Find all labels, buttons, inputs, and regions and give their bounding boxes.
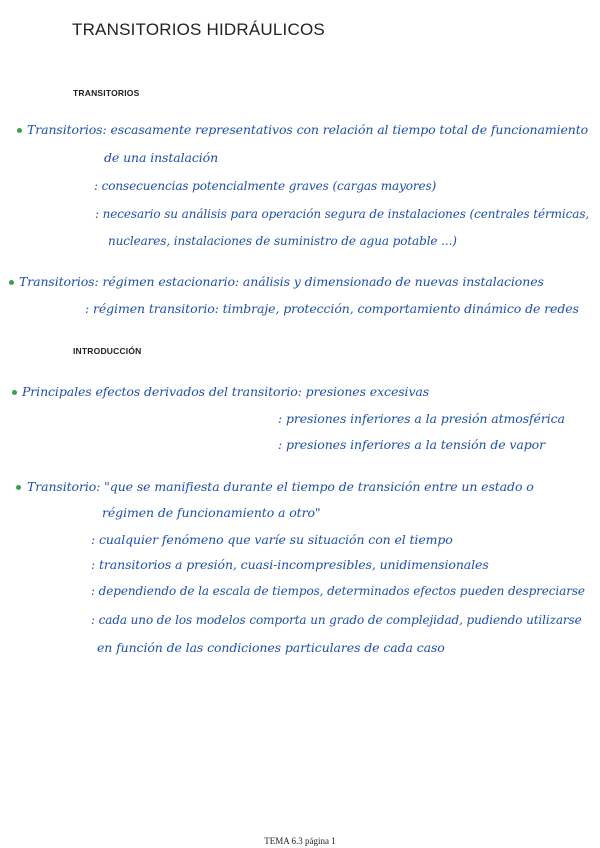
note-line: : necesario su análisis para operación segura de instalaciones (centrales térmicas, bbox=[95, 207, 590, 221]
note-line: en función de las condiciones particulares de cada caso bbox=[97, 640, 445, 655]
note-line: : dependiendo de la escala de tiempos, determinados efectos pueden despreciarse bbox=[91, 584, 585, 598]
note-line: nucleares, instalaciones de suministro de agua potable ...) bbox=[108, 234, 457, 248]
page-title: TRANSITORIOS HIDRÁULICOS bbox=[72, 20, 325, 39]
page-footer: TEMA 6.3 página 1 bbox=[264, 836, 336, 846]
note-line: : presiones inferiores a la presión atmosférica bbox=[278, 411, 565, 426]
note-line: Transitorios: régimen estacionario: análisis y dimensionado de nuevas instalaciones bbox=[19, 274, 544, 289]
note-line: régimen de funcionamiento a otro" bbox=[102, 505, 321, 520]
bullet-dot bbox=[12, 390, 17, 395]
note-line: : cada uno de los modelos comporta un grado de complejidad, pudiendo utilizarse bbox=[91, 613, 582, 627]
note-line: : cualquier fenómeno que varíe su situación con el tiempo bbox=[91, 532, 453, 547]
note-line: Transitorios: escasamente representativos con relación al tiempo total de funcionamiento bbox=[27, 122, 589, 137]
note-line: : presiones inferiores a la tensión de vapor bbox=[278, 437, 545, 452]
note-line: : régimen transitorio: timbraje, protección, comportamiento dinámico de redes bbox=[85, 301, 579, 316]
note-line: de una instalación bbox=[104, 150, 219, 165]
note-line: : consecuencias potencialmente graves (cargas mayores) bbox=[94, 179, 437, 193]
bullet-dot bbox=[9, 280, 14, 285]
note-line: Principales efectos derivados del transitorio: presiones excesivas bbox=[22, 384, 430, 399]
section-heading-introduccion: INTRODUCCIÓN bbox=[73, 346, 142, 356]
bullet-dot bbox=[16, 485, 21, 490]
bullet-dot bbox=[17, 128, 22, 133]
section-heading-transitorios: TRANSITORIOS bbox=[73, 88, 140, 98]
note-line: : transitorios a presión, cuasi-incompresibles, unidimensionales bbox=[91, 557, 489, 572]
note-line: Transitorio: "que se manifiesta durante el tiempo de transición entre un estado o bbox=[27, 479, 534, 494]
